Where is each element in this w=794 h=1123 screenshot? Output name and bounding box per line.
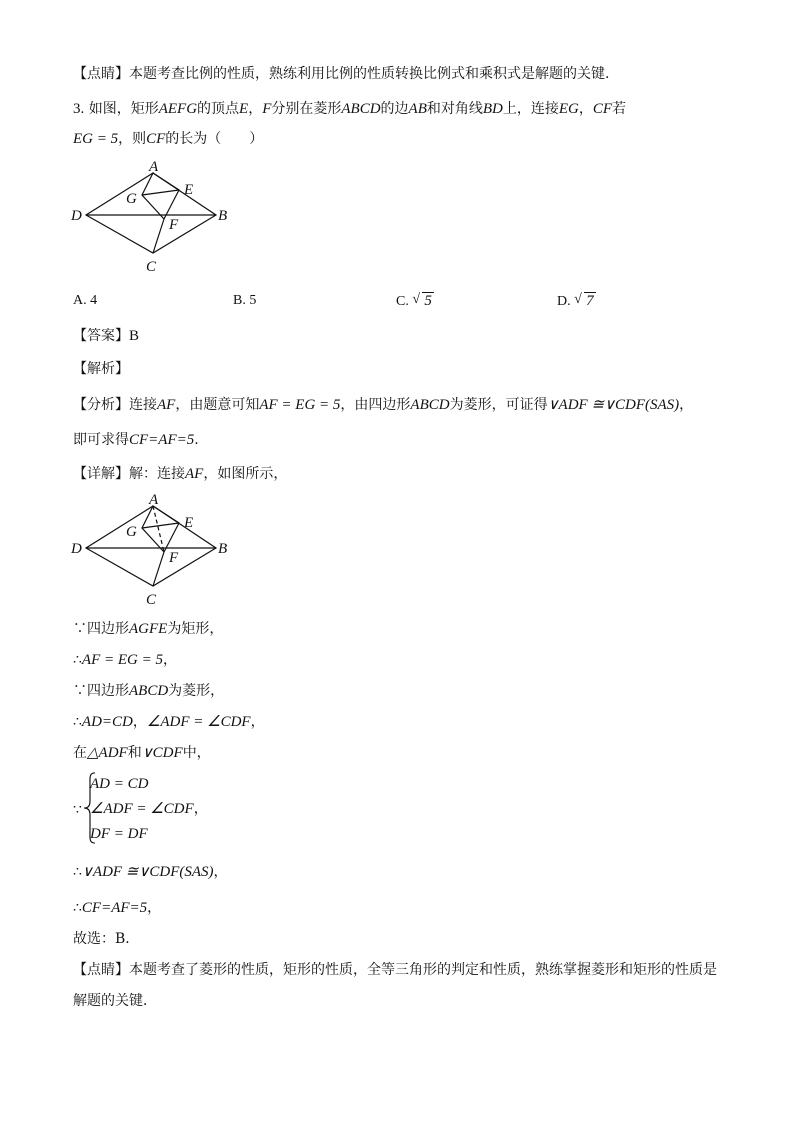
f-math: AF [157,397,176,413]
answer-line [73,326,139,346]
sqrt-icon: √ 7 [574,292,594,309]
q-text: 的顶点 [197,101,240,117]
option-c [396,291,434,312]
s-math: △ADF [87,745,128,761]
q-text: ，则 [118,131,147,147]
s-math: (SAS) [179,864,214,880]
s-text: ∴ [73,652,82,668]
segment-eg [142,190,179,195]
s-text: ∵四边形 [73,683,129,699]
segment-eg [142,523,179,528]
q-text: 的长为（ ） [165,131,264,147]
q-text: 和对角线 [426,101,483,117]
label-g: G [126,524,137,540]
dianjing-text: 本题考查了菱形的性质，矩形的性质，全等三角形的判定和性质，熟练掌握菱形和矩形的性质是 [129,962,717,978]
s-text: ∴ [73,714,82,730]
q-text: ， [578,101,593,117]
d-text: 解：连接 [129,466,185,482]
answer-value: B [129,328,140,344]
label-e: E [184,182,194,198]
step-5 [73,743,211,763]
option-letter: B. [233,293,246,308]
dianjing-line-2 [73,991,157,1011]
rhombus-abcd [86,506,216,586]
q-text: 若 [612,101,627,117]
label-e: E [184,515,194,531]
system-eq-3 [90,822,148,846]
f-text: 为菱形，可证得 [449,397,548,413]
label-b: B [218,541,228,557]
label-g: G [126,191,137,207]
label-f: F [169,550,179,566]
step-8 [73,898,161,918]
q-text: 如图，矩形 [88,101,159,117]
fenxi-tag: 【分析】 [73,397,129,413]
s-text: 故选：B． [73,931,140,947]
q-text: ， [248,101,263,117]
rectangle-agfe [142,506,179,552]
s-math: DF = DF [90,826,148,842]
q-text: 的边 [380,101,409,117]
s-math: ∠ADF = ∠CDF [146,714,251,730]
f-math: (SAS) [645,397,680,413]
step-3 [73,681,224,701]
f-text: ，由四边形 [340,397,411,413]
previous-note-text: 本题考查比例的性质，熟练利用比例的性质转换比例式和乘积式是解题的关键. [129,66,610,82]
q-math: EG = 5 [73,131,119,147]
option-value: 5 [424,293,432,309]
s-math: AF = EG = 5 [81,652,163,668]
f-text: . [194,432,199,448]
s-text: ， [213,864,228,880]
s-text: 为菱形， [168,683,225,699]
option-b [233,291,256,311]
s-math: ∠ADF = ∠CDF [90,801,194,817]
step-1 [73,619,223,639]
s-math: CF=AF=5 [81,900,148,916]
q-math: CF [146,131,166,147]
q-math: F [262,101,272,117]
f-math: AF = EG = 5 [259,397,341,413]
s-text: ， [132,714,147,730]
step-7 [73,862,228,882]
s-text: ∴ [73,864,82,880]
rhombus-abcd [86,173,216,253]
s-text: 中， [182,745,211,761]
option-letter: C. [396,294,409,309]
d-text: ，如图所示， [203,466,288,482]
detail-line [73,464,287,484]
q-math: ABCD [341,101,381,117]
s-text: 在 [73,745,87,761]
option-value: 7 [586,293,594,309]
f-text: 即可求得 [73,432,129,448]
question-line-1 [73,99,626,119]
q-math: AEFG [158,101,198,117]
option-value: 4 [90,293,98,308]
d-math: AF [185,466,204,482]
s-math: ABCD [129,683,169,699]
f-math: ABCD [410,397,450,413]
dianjing-text: 解题的关键． [73,993,157,1009]
f-text: ， [679,397,694,413]
label-a: A [149,492,159,508]
label-d: D [71,541,82,557]
s-text: 为矩形， [167,621,224,637]
s-math: ∨ADF ≅∨CDF [81,864,180,880]
label-b: B [218,208,228,224]
step-9 [73,929,139,949]
s-math: AGFE [129,621,168,637]
step-2 [73,650,177,670]
s-text: ， [250,714,265,730]
q-math: E [239,101,249,117]
previous-note-tag: 【点睛】 [73,66,129,82]
q-math: BD [482,101,503,117]
f-text: 连接 [129,397,157,413]
dianjing-line-1 [73,960,717,980]
option-letter: D. [557,294,571,309]
label-a: A [149,159,159,175]
question-number: 3. [73,101,85,117]
rectangle-agfe [142,173,179,219]
option-a [73,291,97,311]
figure-rhombus-2 [66,488,246,610]
q-math: EG [558,101,579,117]
fenxi-line-2 [73,430,199,450]
step-4 [73,712,265,732]
s-text: ∴ [73,900,82,916]
s-text: ， [163,652,177,668]
previous-note [73,64,609,84]
label-f: F [169,217,179,233]
dianjing-tag: 【点睛】 [73,962,129,978]
s-text: ， [147,900,162,916]
q-math: AB [408,101,427,117]
s-text: ∵四边形 [73,621,129,637]
figure-rhombus-1 [66,155,246,277]
s-math: AD = CD [90,776,149,792]
detail-tag: 【详解】 [73,466,129,482]
label-c: C [146,259,157,275]
f-text: ，由题意可知 [175,397,260,413]
label-c: C [146,592,157,608]
fenxi-line-1 [73,395,693,415]
f-math: ∨ADF ≅∨CDF [547,397,646,413]
answer-tag: 【答案】 [73,328,129,344]
system-eq-1 [90,772,148,796]
s-text: 和 [127,745,142,761]
option-d [557,291,596,312]
system-eq-2 [90,797,208,821]
s-text: ， [193,801,208,817]
f-math: CF=AF=5 [129,432,195,448]
question-line-2 [73,129,263,149]
option-letter: A. [73,293,87,308]
s-math: ∨CDF [141,745,183,761]
s-math: AD=CD [81,714,133,730]
s-text: ∵ [73,802,82,818]
sqrt-icon: √ 5 [412,292,432,309]
label-d: D [71,208,82,224]
option-value: 5 [249,293,257,308]
q-text: 分别在菱形 [271,101,342,117]
analysis-tag: 【解析】 [73,361,129,377]
q-math: CF [592,101,613,117]
analysis-heading [73,359,129,379]
q-text: 上，连接 [502,101,559,117]
